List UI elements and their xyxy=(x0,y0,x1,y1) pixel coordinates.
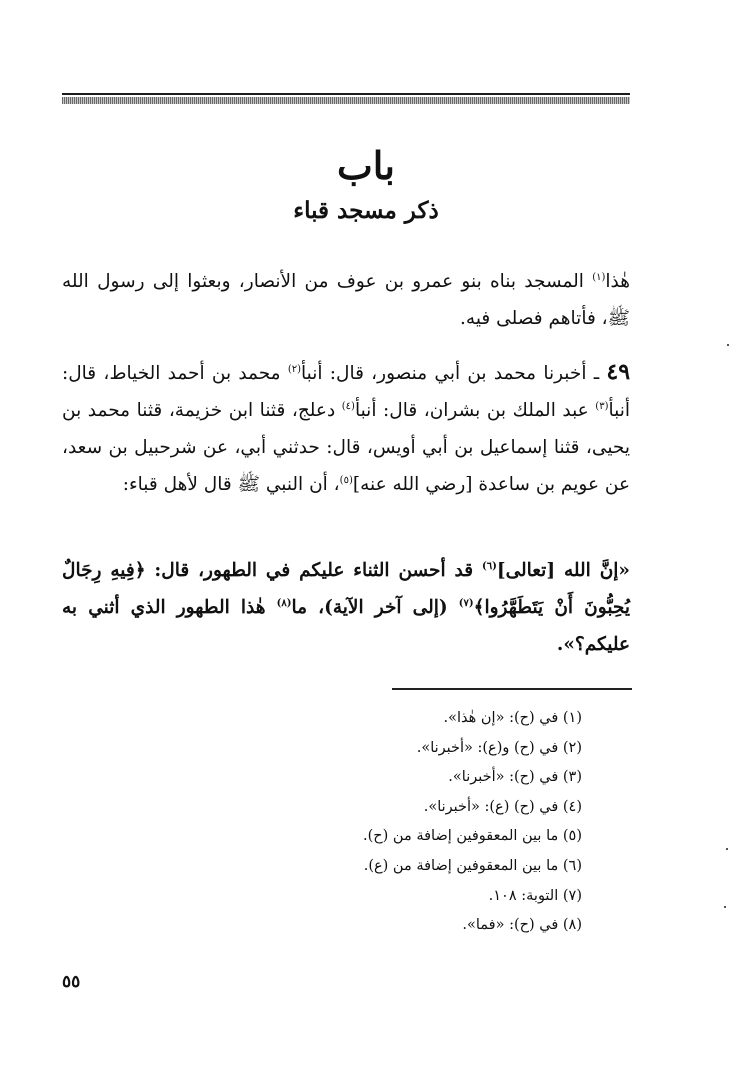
hadith-number: ٤٩ xyxy=(606,359,631,385)
footnote-item: (٤) في (ح) (ع): «أخبرنا». xyxy=(423,798,582,815)
footnote-item: (٢) في (ح) و(ع): «أخبرنا». xyxy=(416,739,582,756)
header-line xyxy=(62,93,630,95)
footnote-ref: (٥) xyxy=(339,474,353,486)
header-rule xyxy=(62,88,630,106)
footnote-ref: (٤) xyxy=(341,400,355,412)
hadith-text: عبد الملك بن بشران، قال: أنبأ xyxy=(354,400,596,421)
hadith-text: دعلج، قثنا ابن خزيمة، قثنا محمد بن يحيى، قثنا إسماعيل بن أبي أويس، قال: حدثني أبي، عن شرحبيل بن سعد، عن عويم بن ساعدة [رضي الله عنه] xyxy=(62,400,630,495)
footnote-separator xyxy=(392,688,632,690)
footnote-ref: (٧) xyxy=(458,597,474,609)
intro-paragraph xyxy=(62,263,630,337)
quote-text: هٰذا الطهور الذي أثني به عليكم؟». xyxy=(62,597,630,655)
page-number: ٥٥ xyxy=(62,972,81,992)
footnote-ref: (١) xyxy=(592,271,606,283)
hadith-paragraph xyxy=(62,354,630,503)
intro-lead: هٰذا xyxy=(605,271,630,292)
scan-speck xyxy=(727,344,729,346)
scan-speck xyxy=(726,848,728,850)
footnote-item: (٥) ما بين المعقوفين إضافة من (ح). xyxy=(363,828,582,845)
quote-text: قد أحسن الثناء عليكم في الطهور، قال: ﴿فِيهِ رِجَالٌ يُحِبُّونَ أَنْ يَتَطَهَّرُوا﴾ xyxy=(62,560,631,618)
hadith-text: ، أن النبي ﷺ قال لأهل قباء: xyxy=(122,474,340,495)
quote-text: (إلى آخر الآية)، ما xyxy=(291,597,459,618)
chapter-title: باب xyxy=(337,143,395,188)
scan-speck xyxy=(724,906,726,908)
quote-text: «إنَّ الله [تعالى] xyxy=(496,560,630,581)
footnote-ref: (٣) xyxy=(595,400,609,412)
footnote-ref: (٨) xyxy=(276,597,292,609)
footnote-ref: (٦) xyxy=(481,560,497,572)
footnote-item: (٨) في (ح): «فما». xyxy=(462,917,582,934)
footnote-item: (١) في (ح): «إن هٰذا». xyxy=(443,710,582,726)
footnote-item: (٣) في (ح): «أخبرنا». xyxy=(448,769,582,786)
chapter-subtitle: ذكر مسجد قباء xyxy=(293,197,439,224)
intro-text: المسجد بناه بنو عمرو بن عوف من الأنصار، وبعثوا إلى رسول الله ﷺ، فأتاهم فصلى فيه. xyxy=(62,271,630,329)
hadith-text: ـ أخبرنا محمد بن أبي منصور، قال: أنبأ xyxy=(301,363,607,384)
footnote-ref: (٢) xyxy=(287,363,302,375)
quote-paragraph xyxy=(62,552,630,663)
footnotes-list xyxy=(62,704,582,941)
header-band xyxy=(62,97,630,104)
footnote-item: (٧) التوبة: ١٠٨. xyxy=(488,887,582,904)
hadith-text: محمد بن أحمد الخياط، قال: أنبأ xyxy=(62,363,630,421)
footnote-item: (٦) ما بين المعقوفين إضافة من (ع). xyxy=(363,857,582,874)
